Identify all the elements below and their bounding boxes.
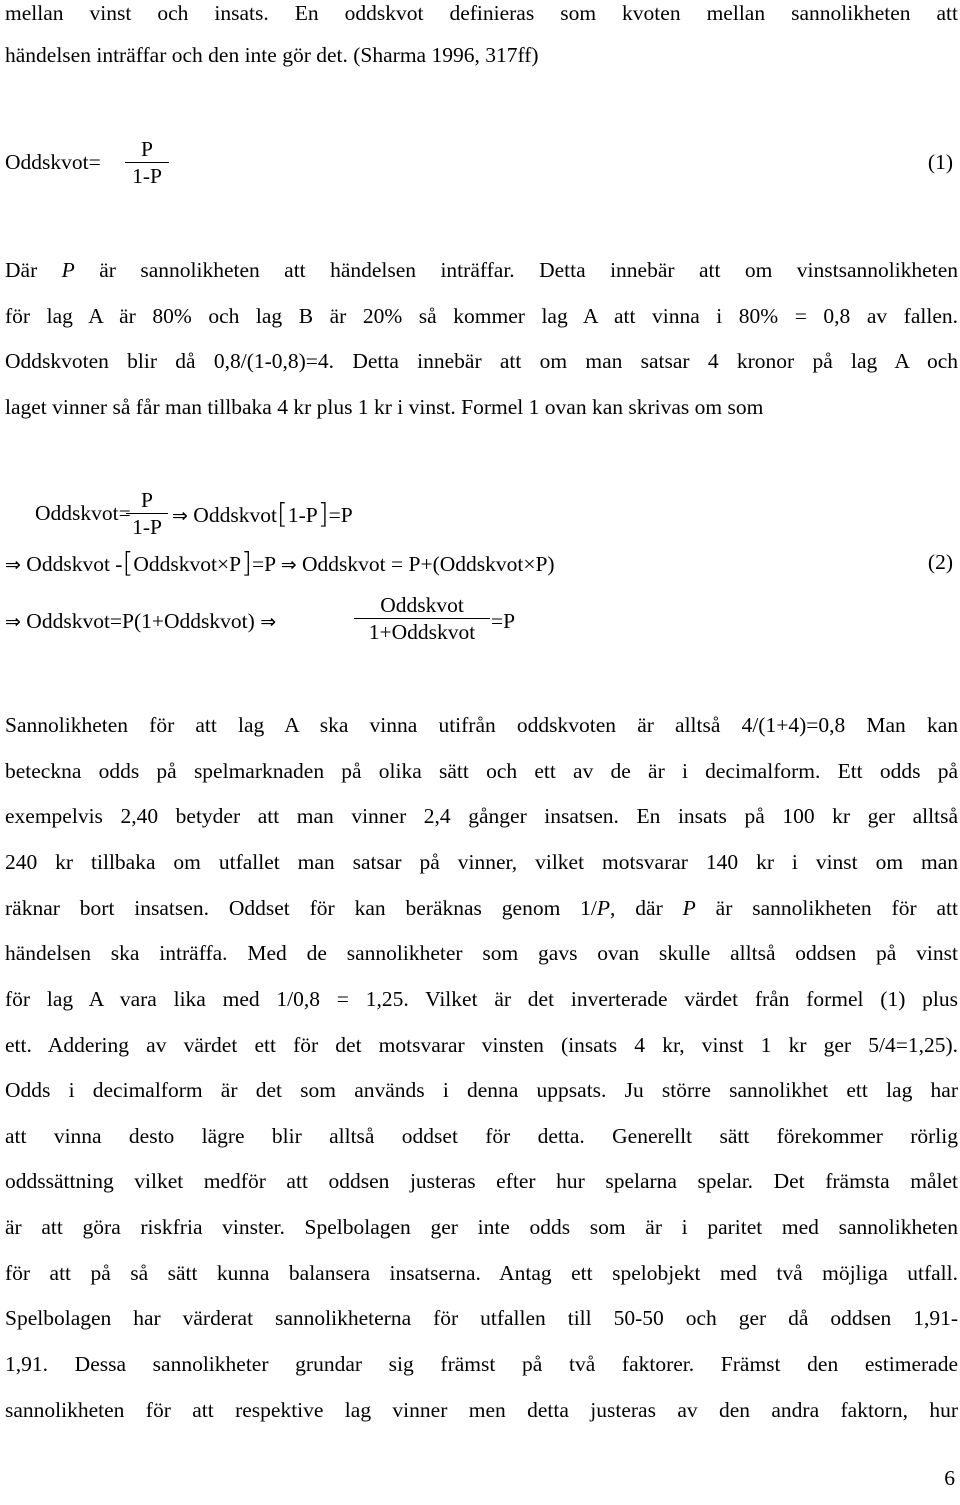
text-line: laget vinner så får man tillbaka 4 kr plus 1 kr i vinst. Formel 1 ovan kan skrivas om som bbox=[5, 395, 764, 419]
implies-arrow-icon: ⇒ bbox=[260, 611, 277, 633]
page-number: 6 bbox=[944, 1466, 955, 1490]
equation-number: (2) bbox=[927, 550, 953, 574]
text-line: Spelbolagen har värderat sannolikheterna för utfallen till 50-50 och ger då oddsen 1,91- bbox=[5, 1306, 958, 1330]
formula-row3: ⇒ Oddskvot=P(1+Oddskvot) ⇒ bbox=[5, 609, 277, 633]
formula-lhs: Oddskvot= bbox=[5, 150, 101, 174]
text-line: beteckna odds på spelmarknaden på olika sätt och ett av de är i decimalform. Ett odds på bbox=[5, 759, 958, 783]
implies-arrow-icon: ⇒ bbox=[280, 554, 297, 576]
text-line: Sannolikheten för att lag A ska vinna utifrån oddskvoten är alltså 4/(1+4)=0,8 Man kan bbox=[5, 713, 958, 737]
text-line: Odds i decimalform är det som används i denna uppsats. Ju större sannolikhet ett lag har bbox=[5, 1078, 958, 1102]
fraction bbox=[125, 136, 169, 189]
formula-row2: ⇒ Oddskvot -[Oddskvot×P]=P ⇒ Oddskvot = P+(Oddskvot×P) bbox=[5, 546, 555, 579]
implies-arrow-icon: ⇒ bbox=[172, 505, 188, 527]
text-line: är att göra riskfria vinster. Spelbolagen ger inte odds som är i paritet med sannolikheten bbox=[5, 1215, 958, 1239]
formula-lhs: Oddskvot= bbox=[35, 501, 131, 525]
text-line: att vinna desto lägre blir alltså oddset för detta. Generellt sätt förekommer rörlig bbox=[5, 1124, 958, 1148]
fraction-numerator: Oddskvot bbox=[380, 593, 464, 617]
variable-p: P bbox=[682, 896, 696, 920]
text-line: exempelvis 2,40 betyder att man vinner 2,4 gånger insatsen. En insats på 100 kr ger alltså bbox=[5, 804, 958, 828]
text-line: räknar bort insatsen. Oddset för kan beräknas genom 1/P, där P är sannolikheten för att bbox=[5, 896, 958, 920]
fraction-denominator: 1+Oddskvot bbox=[354, 618, 490, 645]
text-line: 1,91. Dessa sannolikheter grundar sig främst på två faktorer. Främst den estimerade bbox=[5, 1352, 958, 1376]
fraction bbox=[126, 487, 168, 540]
text-line: ett. Addering av värdet ett för det motsvarar vinsten (insats 4 kr, vinst 1 kr ger 5/4=1,25). bbox=[5, 1033, 958, 1057]
text-line: oddssättning vilket medför att oddsen justeras efter hur spelarna spelar. Det främsta målet bbox=[5, 1169, 958, 1193]
fraction-denominator: 1-P bbox=[125, 162, 169, 189]
text-line: Oddskvoten blir då 0,8/(1-0,8)=4. Detta innebär att om man satsar 4 kronor på lag A och bbox=[5, 349, 958, 373]
implies-arrow-icon: ⇒ bbox=[5, 611, 21, 633]
text-line: händelsen ska inträffa. Med de sannolikheter som gavs ovan skulle alltså oddsen på vinst bbox=[5, 941, 958, 965]
text-line: för lag A är 80% och lag B är 20% så kommer lag A att vinna i 80% = 0,8 av fallen. bbox=[5, 304, 958, 328]
text-line: 240 kr tillbaka om utfallet man satsar på vinner, vilket motsvarar 140 kr i vinst om man bbox=[5, 850, 958, 874]
fraction-numerator: P bbox=[141, 488, 153, 512]
text-line: mellan vinst och insats. En oddskvot definieras som kvoten mellan sannolikheten att bbox=[5, 1, 958, 25]
fraction-numerator: P bbox=[141, 137, 153, 161]
text-line: för att på så sätt kunna balansera insatserna. Antag ett spelobjekt med två möjliga utfall. bbox=[5, 1261, 958, 1285]
text-line: sannolikheten för att respektive lag vinner men detta justeras av den andra faktorn, hur bbox=[5, 1398, 958, 1422]
variable-p: P bbox=[61, 258, 75, 282]
text-line: Där P är sannolikheten att händelsen inträffar. Detta innebär att om vinstsannolikheten bbox=[5, 258, 958, 282]
implies-arrow-icon: ⇒ bbox=[5, 554, 21, 576]
text-line: händelsen inträffar och den inte gör det. (Sharma 1996, 317ff) bbox=[5, 43, 539, 67]
fraction bbox=[354, 592, 490, 645]
text-line: för lag A vara lika med 1/0,8 = 1,25. Vilket är det inverterade värdet från formel (1) plus bbox=[5, 987, 958, 1011]
variable-p: P bbox=[596, 896, 611, 920]
equation-number: (1) bbox=[927, 150, 953, 174]
fraction-denominator: 1-P bbox=[126, 513, 168, 540]
formula-row1-rhs: ⇒ Oddskvot[1-P]=P bbox=[172, 497, 353, 530]
formula-row3-rhs: =P bbox=[491, 609, 516, 633]
